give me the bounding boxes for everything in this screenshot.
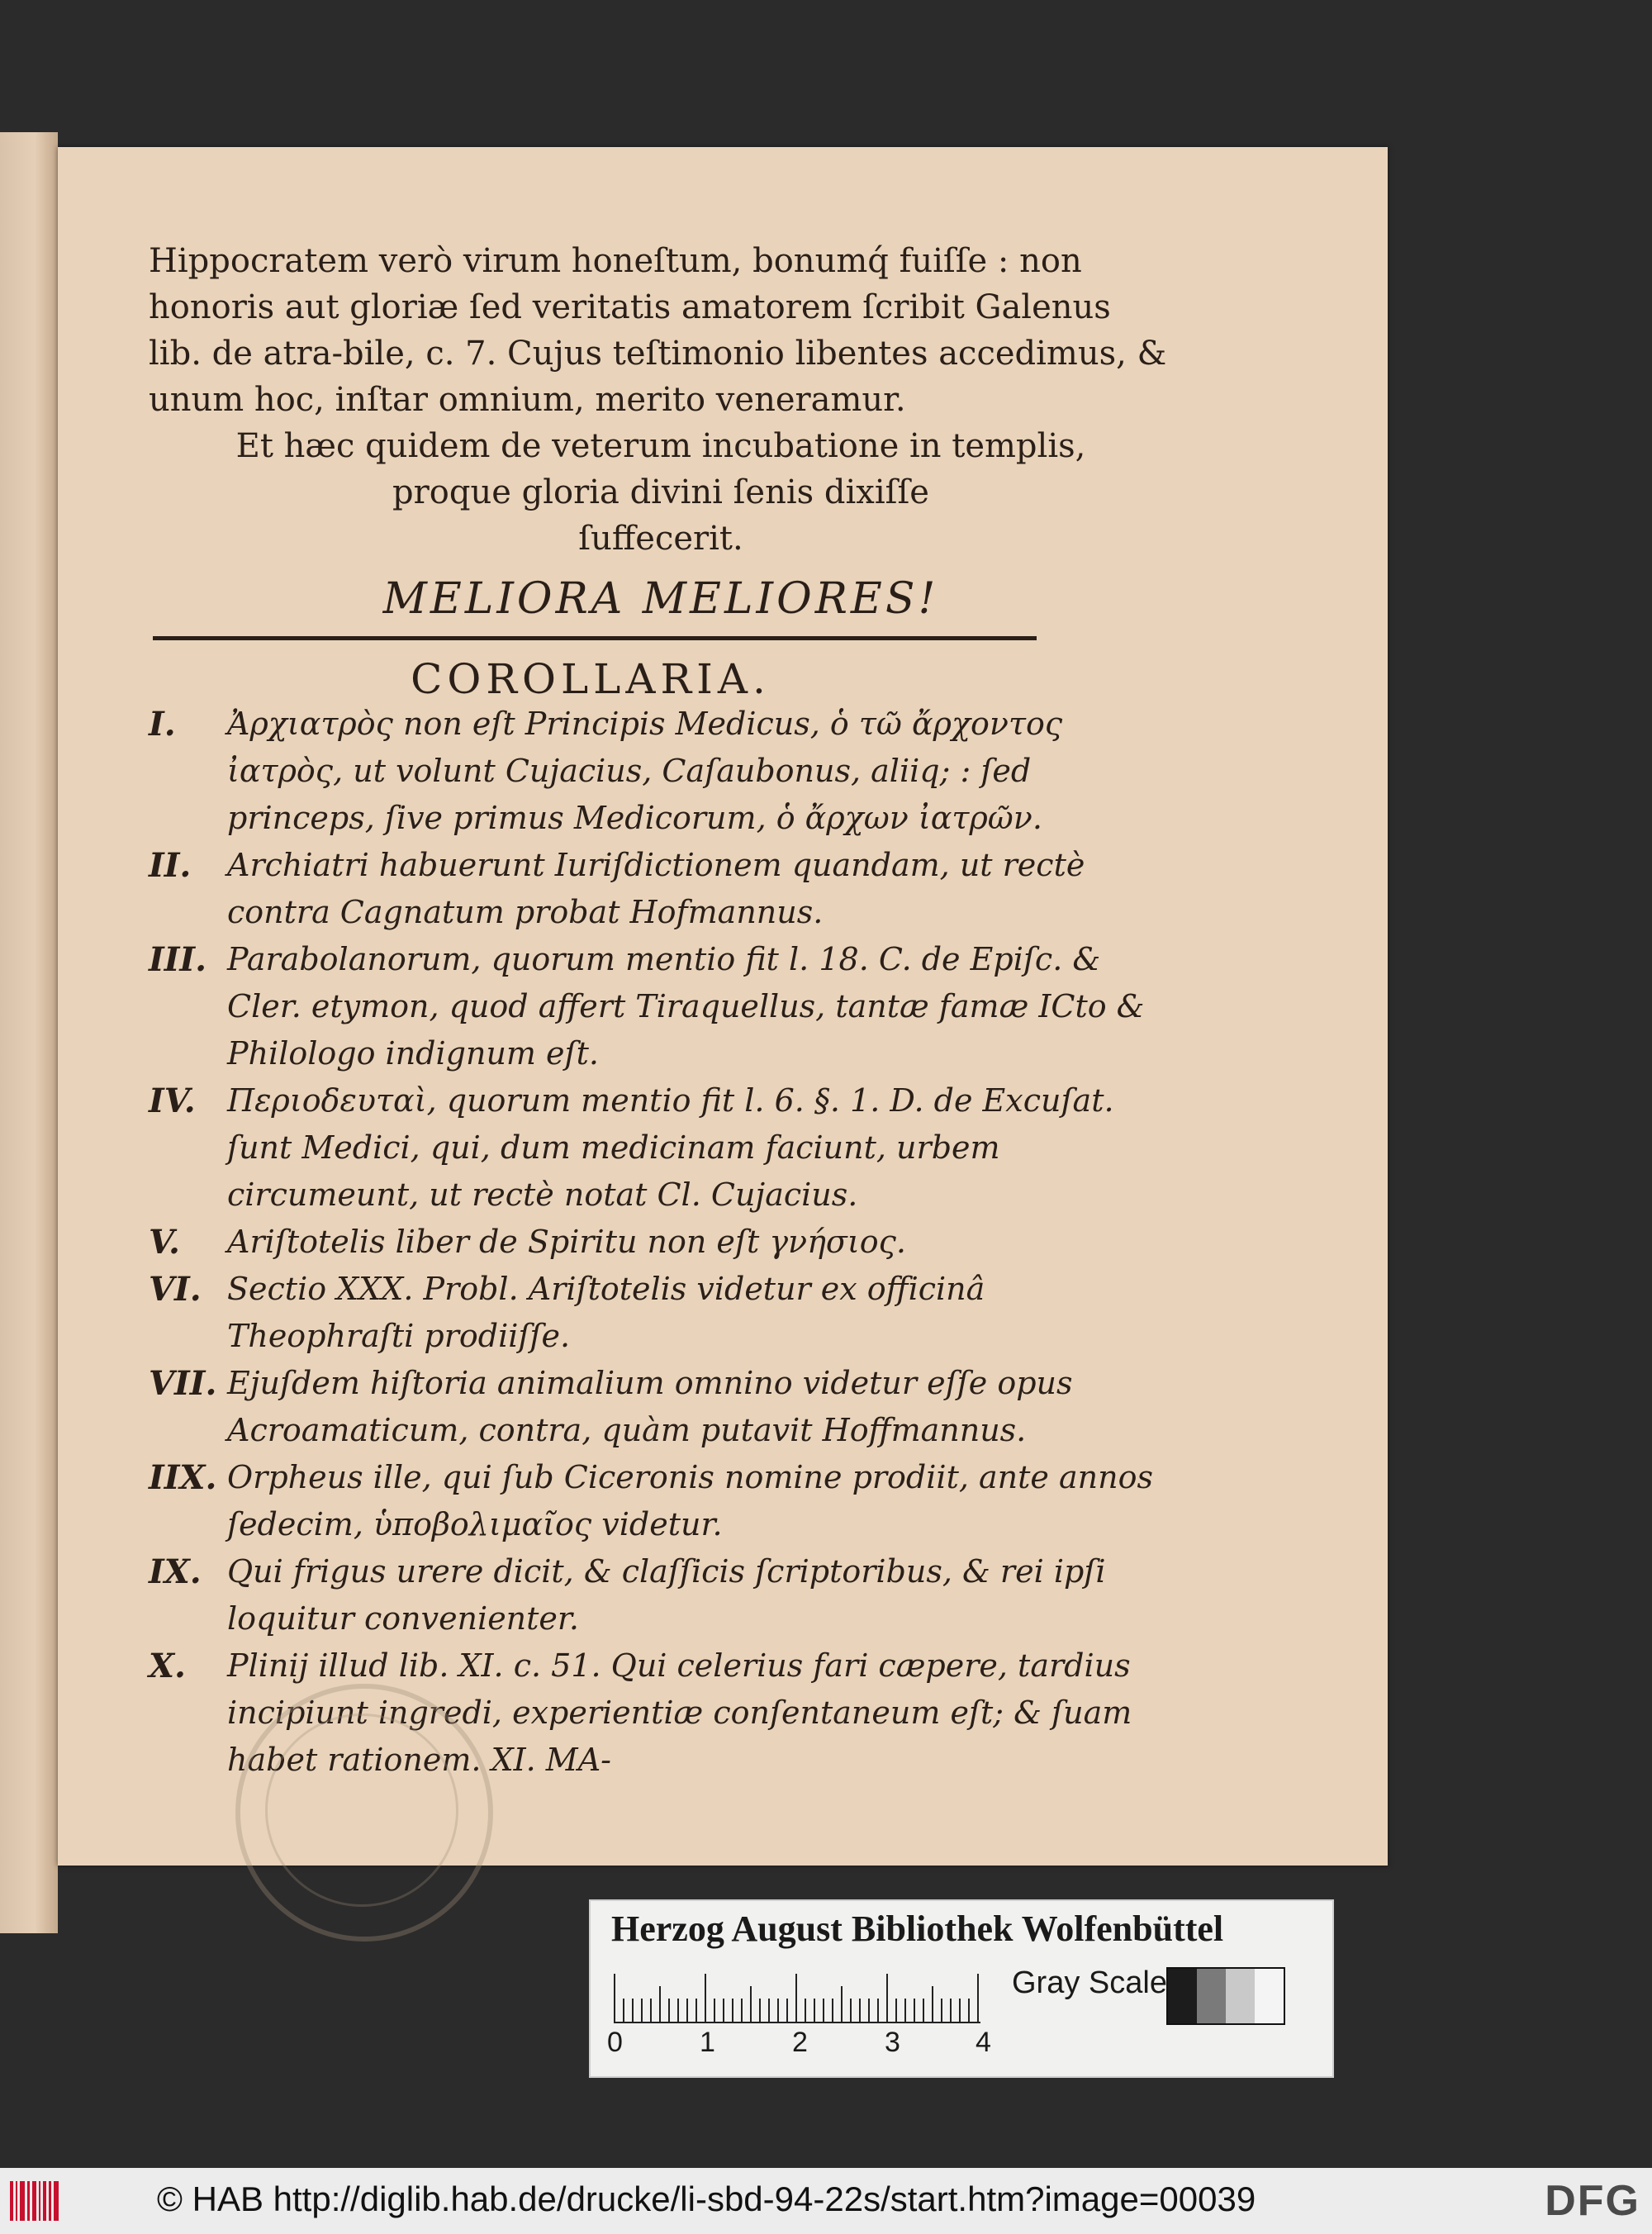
corollary-item [149, 1548, 1181, 1642]
book-page [58, 147, 1388, 1866]
barcode-bar [16, 2181, 17, 2221]
ruler-number: 0 [607, 2027, 623, 2058]
ruler-tick [695, 1999, 697, 2023]
color-scale-card [589, 1899, 1334, 2078]
barcode-bar [10, 2181, 13, 2221]
ruler-tick [650, 1999, 652, 2023]
library-name: Herzog August Bibliothek Wolfenbüttel [611, 1908, 1224, 1949]
barcode-bar [54, 2181, 59, 2221]
ruler-tick [932, 1986, 933, 2023]
stamp-inner-ring [265, 1714, 458, 1907]
ruler-tick [795, 1974, 797, 2023]
ruler-tick [941, 1999, 942, 2023]
ruler-tick [741, 1999, 743, 2023]
ruler-tick [868, 1999, 870, 2023]
ruler-tick [677, 1999, 679, 2023]
corollary-text: Parabolanorum, quorum mentio fit l. 18. C. de Epiſc. & Cler. etymon, quod affert Tiraquellus, tantæ famæ ICto & Philologo indignum eſt. [227, 941, 1145, 1072]
ruler-tick [750, 1986, 752, 2023]
corollary-text: Ἀρχιατρὸς non eſt Principis Medicus, ὁ τῶ ἄρχοντος ἰατρὸς, ut volunt Cujacius, Caſaubonus, aliiq; : ſed princeps, ſive primus Medicorum, ὁ ἄρχων ἰατρῶν. [227, 706, 1063, 836]
corollary-item [149, 936, 1181, 1077]
corollary-text: Orpheus ille, qui ſub Ciceronis nomine prodiit, ante annos ſedecim, ὑποβολιμαῖος videtur. [227, 1459, 1153, 1542]
ruler-tick [841, 1986, 843, 2023]
gray-swatch [1255, 1969, 1284, 2023]
corollary-item [149, 1454, 1181, 1548]
ruler-tick [832, 1999, 833, 2023]
corollary-item [149, 1077, 1181, 1219]
corollary-text: Ariſtotelis liber de Spiritu non eſt γνήσιος. [227, 1224, 906, 1260]
ruler-tick [823, 1999, 824, 2023]
main-paragraph: Hippocratem verò virum honeſtum, bonumq́ fuiſſe : non honoris aut gloriæ ſed veritatis amatorem ſcribit Galenus lib. de atra-bile, c. 7. Cujus teſtimonio libentes accedimus, & unum hoc, inſtar omnium, merito veneramur. [149, 242, 1167, 419]
corollary-text: Qui frigus urere dicit, & claſſicis ſcriptoribus, & rei ipſi loquitur convenienter. [227, 1553, 1106, 1637]
gray-swatch [1226, 1969, 1255, 2023]
corollary-item [149, 1219, 1181, 1266]
ruler-tick [859, 1999, 861, 2023]
ruler-tick [968, 1999, 970, 2023]
motto: MELIORA MELIORES! [382, 574, 939, 624]
ruler-tick [886, 1974, 888, 2023]
ruler-tick [686, 1999, 688, 2023]
ruler-number: 2 [792, 2027, 808, 2058]
barcode-bar [27, 2181, 30, 2221]
gray-swatches [1166, 1967, 1285, 2025]
ruler-tick [659, 1986, 661, 2023]
barcode-bar [39, 2181, 40, 2221]
ruler-tick [786, 1999, 788, 2023]
corollaria-heading: COROLLARIA. [411, 655, 771, 703]
corollary-text: Archiatri habuerunt Iuriſdictionem quandam, ut rectè contra Cagnatum probat Hofmannus. [227, 847, 1085, 930]
corollary-number: VI. [149, 1270, 202, 1309]
dfg-logo: DFG [1545, 2177, 1640, 2225]
ruler-tick [759, 1999, 761, 2023]
corollary-number: X. [149, 1647, 186, 1685]
ruler-tick [723, 1999, 724, 2023]
previous-page-edge [0, 132, 58, 1933]
corollary-number: V. [149, 1223, 180, 1262]
barcode-bar [32, 2181, 36, 2221]
corollary-number: II. [149, 846, 192, 885]
barcode-bar [20, 2181, 25, 2221]
divider-rule [153, 636, 1037, 640]
corollary-item [149, 1266, 1181, 1360]
gray-swatch [1168, 1969, 1197, 2023]
ruler-tick [732, 1999, 733, 2023]
ruler-tick [768, 1999, 770, 2023]
ruler-tick [959, 1999, 961, 2023]
barcode-bar [49, 2181, 51, 2221]
corollary-item [149, 701, 1181, 842]
closing-line-3: ſuffecerit. [578, 520, 743, 558]
ruler-tick [895, 1999, 897, 2023]
corollary-number: IV. [149, 1081, 196, 1120]
ruler-tick [950, 1999, 952, 2023]
ruler-tick [614, 1974, 615, 2023]
closing-line-1: Et hæc quidem de veterum incubatione in templis, [235, 427, 1086, 465]
gray-scale-label: Gray Scale [1012, 1965, 1167, 2000]
ruler-tick [814, 1999, 815, 2023]
ruler-tick [877, 1999, 879, 2023]
ruler-tick [977, 1974, 979, 2023]
ruler-tick [850, 1999, 852, 2023]
corollary-number: VII. [149, 1364, 217, 1403]
corollary-text: Περιοδευταὶ, quorum mentio fit l. 6. §. 1. D. de Excuſat. ſunt Medici, qui, dum medicinam faciunt, urbem circumeunt, ut rectè notat Cl. Cujacius. [227, 1082, 1114, 1213]
ruler-tick [632, 1999, 634, 2023]
corollary-number: IX. [149, 1552, 202, 1591]
corollary-number: I. [149, 705, 176, 744]
ruler-tick [623, 1999, 624, 2023]
ruler-tick [923, 1999, 924, 2023]
ruler-tick [668, 1999, 670, 2023]
ruler-number: 1 [700, 2027, 715, 2058]
ruler-tick [777, 1999, 779, 2023]
corollary-number: IIX. [149, 1458, 217, 1497]
corollary-text: Ejuſdem hiſtoria animalium omnino videtur eſſe opus Acroamaticum, contra, quàm putavit Hoffmannus. [227, 1365, 1073, 1448]
ruler-number: 4 [976, 2027, 991, 2058]
closing-line-2: proque gloria divini ſenis dixiſſe [392, 473, 929, 511]
corollaria-list [149, 701, 1181, 1784]
corollary-text: Sectio XXX. Probl. Ariſtotelis videtur ex officinâ Theophraſti prodiiſſe. [227, 1271, 985, 1354]
ruler-tick [805, 1999, 806, 2023]
ruler-tick [705, 1974, 706, 2023]
footer-link[interactable]: © HAB http://diglib.hab.de/drucke/li-sbd-94-22s/start.htm?image=00039 [157, 2179, 1256, 2218]
gray-swatch [1197, 1969, 1226, 2023]
corollary-text: Plinij illud lib. XI. c. 51. Qui celerius fari cæpere, tardius incipiunt ingredi, experientiæ conſentaneum eſt; & ſuam habet rationem. XI. MA- [227, 1647, 1132, 1778]
corollary-item [149, 842, 1181, 936]
ruler-number: 3 [885, 2027, 900, 2058]
ruler-tick [641, 1999, 643, 2023]
barcode-bar [43, 2181, 46, 2221]
library-stamp [235, 1684, 493, 1942]
measurement-ruler [614, 1965, 980, 2023]
page-text-block [149, 238, 1173, 706]
ruler-tick [714, 1999, 715, 2023]
footer-bar [0, 2168, 1652, 2234]
corollary-number: III. [149, 940, 207, 979]
corollary-item [149, 1360, 1181, 1454]
ruler-tick [914, 1999, 915, 2023]
ruler-tick [904, 1999, 906, 2023]
barcode-icon [10, 2181, 68, 2221]
